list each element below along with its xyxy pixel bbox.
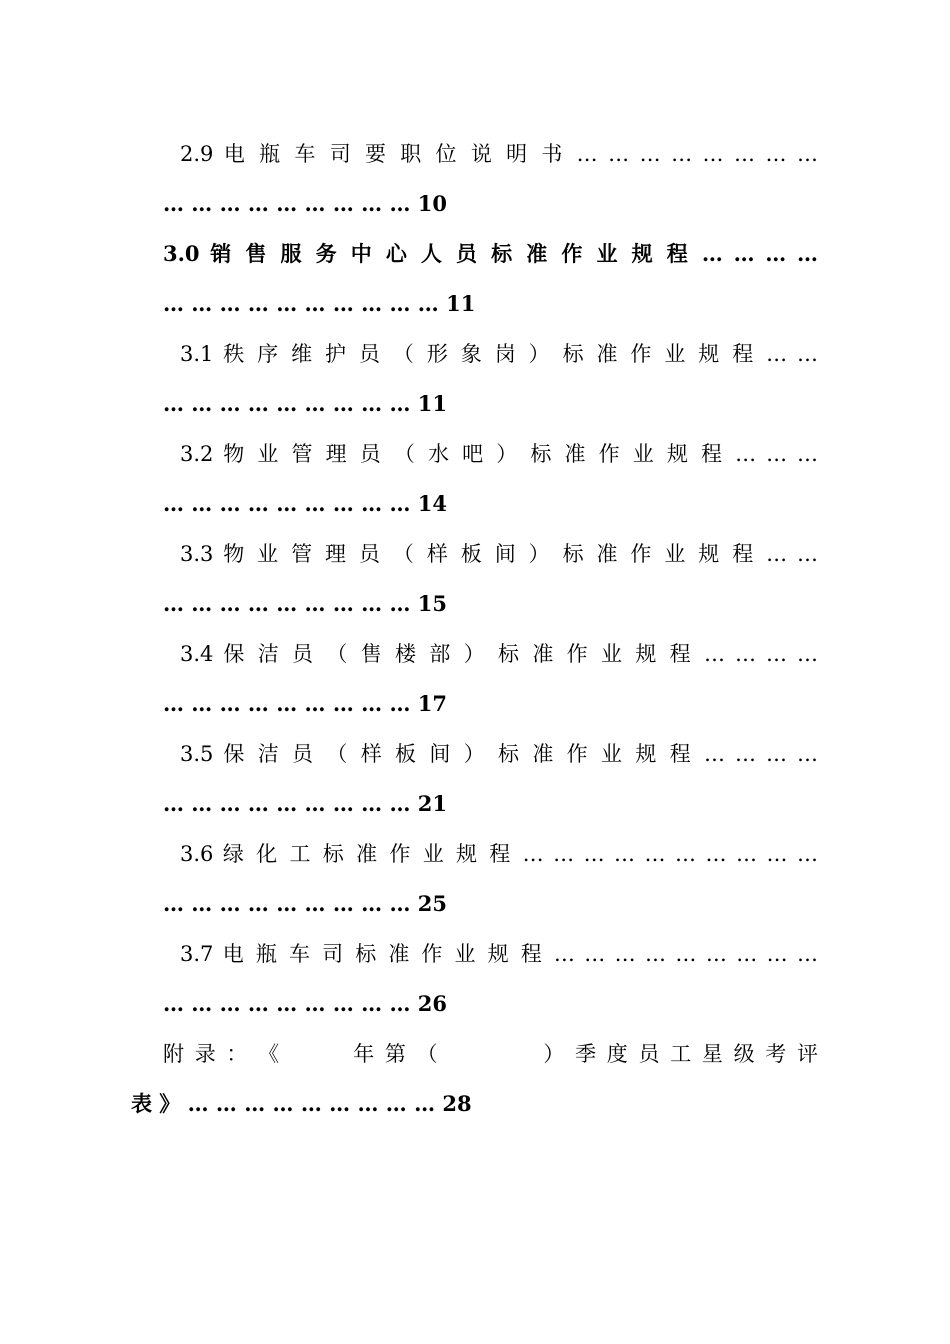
toc-entry-3-2-page: … … … … … … … … … 14 [163, 491, 448, 516]
toc-entry-2-9[interactable]: 2.9 电 瓶 车 司 要 职 位 说 明 书 … … … … … … … … [180, 142, 818, 166]
toc-entry-3-6[interactable]: 3.6 绿 化 工 标 准 作 业 规 程 … … … … … … … … … … [180, 842, 818, 866]
toc-entry-3-4[interactable]: 3.4 保 洁 员 （ 售 楼 部 ） 标 准 作 业 规 程 … … … … [180, 642, 818, 666]
toc-entry-3-5-page: … … … … … … … … … 21 [163, 791, 448, 816]
toc-entry-3-3-page: … … … … … … … … … 15 [163, 591, 448, 616]
toc-entry-3-4-page: … … … … … … … … … 17 [163, 691, 448, 716]
toc-entry-3-1[interactable]: 3.1 秩 序 维 护 员 （ 形 象 岗 ） 标 准 作 业 规 程 … … [180, 342, 818, 366]
toc-entry-appendix[interactable]: 附 录 ： 《 年 第 （ ） 季 度 员 工 星 级 考 评 [163, 1042, 818, 1066]
toc-entry-3-6-page: … … … … … … … … … 25 [163, 891, 448, 916]
toc-entry-3-2[interactable]: 3.2 物 业 管 理 员 （ 水 吧 ） 标 准 作 业 规 程 … … … [180, 442, 818, 466]
toc-entry-appendix-page: 表 》 … … … … … … … … … 28 [131, 1091, 472, 1116]
toc-entry-3-7-page: … … … … … … … … … 26 [163, 991, 448, 1016]
toc-entry-3-0-page: … … … … … … … … … … 11 [163, 291, 476, 316]
toc-entry-3-1-page: … … … … … … … … … 11 [163, 391, 448, 416]
toc-entry-2-9-page: … … … … … … … … … 10 [163, 191, 448, 216]
toc-entry-3-3[interactable]: 3.3 物 业 管 理 员 （ 样 板 间 ） 标 准 作 业 规 程 … … [180, 542, 818, 566]
toc-entry-3-5[interactable]: 3.5 保 洁 员 （ 样 板 间 ） 标 准 作 业 规 程 … … … … [180, 742, 818, 766]
toc-entry-3-7[interactable]: 3.7 电 瓶 车 司 标 准 作 业 规 程 … … … … … … … … … [180, 942, 818, 966]
toc-entry-3-0[interactable]: 3.0 销 售 服 务 中 心 人 员 标 准 作 业 规 程 … … … … [163, 241, 818, 266]
